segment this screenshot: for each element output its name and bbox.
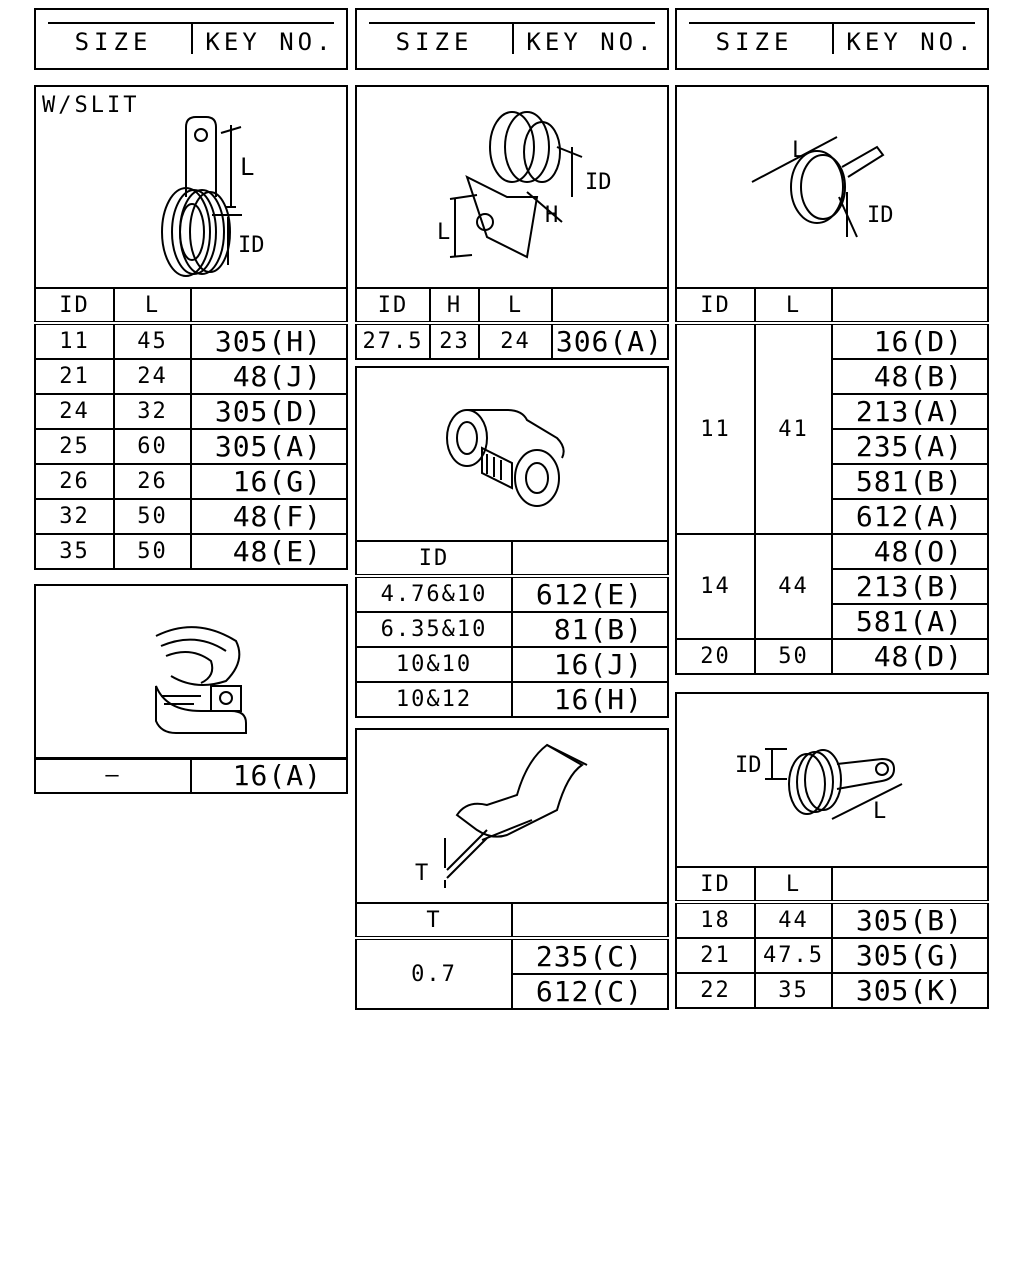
key-number-cell: 16(H) [512,682,668,717]
table-row [356,576,668,612]
table-clip [34,757,348,794]
dim-l-label: L [873,799,887,824]
key-number-cell: 16(A) [191,758,347,793]
table-row [676,902,988,938]
table-row [676,938,988,973]
size-cell: 6.35&10 [356,612,512,647]
table-row [356,323,668,359]
clip-illustration [34,584,348,760]
col-id: ID [676,867,755,902]
key-number-cell: 305(A) [191,429,347,464]
dim-id-label: ID [735,753,762,778]
key-number-cell: 305(G) [832,938,988,973]
dim-id-label: ID [238,233,265,258]
table-row [356,612,668,647]
size-cell: 32 [114,394,191,429]
size-cell: 60 [114,429,191,464]
dim-h-label: H [545,203,559,228]
size-cell: 0.7 [356,938,512,1009]
slit-label: W/SLIT [42,93,140,118]
table-row [676,534,988,569]
col-t: T [356,903,512,938]
size-cell: 32 [35,499,114,534]
key-number-cell: 581(B) [832,464,988,499]
table-row [35,359,347,394]
table-row [676,973,988,1008]
size-cell: 10&10 [356,647,512,682]
size-cell: 24 [114,359,191,394]
table-row [35,394,347,429]
size-cell: 41 [755,323,832,534]
key-number-cell: 213(A) [832,394,988,429]
key-number-cell: 305(H) [191,323,347,359]
size-cell: 4.76&10 [356,576,512,612]
size-cell: 11 [35,323,114,359]
col-key [191,288,347,323]
p-clamp-illustration [675,692,989,868]
key-number-cell: 81(B) [512,612,668,647]
key-number-cell: 48(F) [191,499,347,534]
key-number-cell: 306(A) [552,323,668,359]
size-cell: 44 [755,902,832,938]
col-id: ID [356,541,512,576]
table-row [35,323,347,359]
key-number-cell: 235(C) [512,938,668,974]
size-cell: 44 [755,534,832,639]
col-key [552,288,668,323]
key-number-cell: 213(B) [832,569,988,604]
size-cell: 25 [35,429,114,464]
table-row [35,464,347,499]
size-cell: 21 [35,359,114,394]
col-id: ID [35,288,114,323]
header-key: KEY NO. [526,28,656,56]
col-key [832,867,988,902]
size-cell: 27.5 [356,323,430,359]
size-cell: 22 [676,973,755,1008]
key-number-cell: 581(A) [832,604,988,639]
key-number-cell: 612(E) [512,576,668,612]
key-number-cell: 612(A) [832,499,988,534]
key-number-cell: 48(D) [832,639,988,674]
key-number-cell: 16(J) [512,647,668,682]
strap-illustration [355,728,669,904]
key-number-cell: 612(C) [512,974,668,1009]
col-id: ID [676,288,755,323]
header-key: KEY NO. [846,28,976,56]
size-cell: 18 [676,902,755,938]
size-cell: 50 [755,639,832,674]
key-number-cell: 16(D) [832,323,988,359]
size-cell: 14 [676,534,755,639]
dim-l-label: L [792,138,806,163]
band-clamp-drawing [677,87,987,287]
size-cell: 11 [676,323,755,534]
header-col1 [34,8,348,70]
size-cell: 24 [35,394,114,429]
table-slit-clamps [34,287,348,570]
table-row [35,534,347,569]
p-clamp-drawing [677,694,987,866]
size-cell: 35 [35,534,114,569]
table-row [35,758,347,793]
col-l: L [755,867,832,902]
band-clamp-illustration [675,85,989,289]
clamp-slit-illustration [34,85,348,289]
col-key [832,288,988,323]
bracket-clamp-drawing [357,87,667,287]
dim-t-label: T [415,861,429,886]
table-bracket-clamp [355,287,669,360]
table-strap [355,902,669,1010]
table-row [35,499,347,534]
key-number-cell: 48(E) [191,534,347,569]
key-number-cell: 235(A) [832,429,988,464]
key-number-cell: 48(O) [832,534,988,569]
key-number-cell: 305(D) [191,394,347,429]
table-row [676,323,988,359]
size-cell: 10&12 [356,682,512,717]
size-cell: 23 [430,323,479,359]
size-cell: 50 [114,534,191,569]
table-row [356,647,668,682]
table-row [676,639,988,674]
dim-id-label: ID [867,203,894,228]
key-number-cell: 16(G) [191,464,347,499]
size-cell: 50 [114,499,191,534]
table-band-clamp [675,287,989,675]
clip-drawing [36,586,346,758]
double-clip-drawing [357,368,667,540]
col-key [512,903,668,938]
header-size: SIZE [395,28,474,56]
size-cell: 47.5 [755,938,832,973]
bracket-clamp-illustration [355,85,669,289]
header-col2 [355,8,669,70]
key-number-cell: 305(K) [832,973,988,1008]
size-cell: 26 [35,464,114,499]
size-cell: 26 [114,464,191,499]
double-clip-illustration [355,366,669,542]
col-l: L [114,288,191,323]
table-row [356,682,668,717]
key-number-cell: 305(B) [832,902,988,938]
key-number-cell: 48(J) [191,359,347,394]
size-cell: 20 [676,639,755,674]
dim-id-label: ID [585,170,612,195]
col-id: ID [356,288,430,323]
header-col3 [675,8,989,70]
size-cell: 21 [676,938,755,973]
col-l: L [479,288,552,323]
table-row [356,938,668,974]
col-l: L [755,288,832,323]
dim-l-label: L [437,220,451,245]
header-size: SIZE [74,28,153,56]
header-size: SIZE [715,28,794,56]
table-row [35,429,347,464]
table-p-clamp [675,866,989,1009]
col-key [512,541,668,576]
clamp-slit-drawing [36,87,346,287]
col-h: H [430,288,479,323]
header-key: KEY NO. [205,28,335,56]
dim-l-label: L [240,153,255,181]
strap-drawing [357,730,667,902]
size-cell: — [35,758,191,793]
table-double-clip [355,540,669,718]
size-cell: 35 [755,973,832,1008]
size-cell: 45 [114,323,191,359]
key-number-cell: 48(B) [832,359,988,394]
size-cell: 24 [479,323,552,359]
